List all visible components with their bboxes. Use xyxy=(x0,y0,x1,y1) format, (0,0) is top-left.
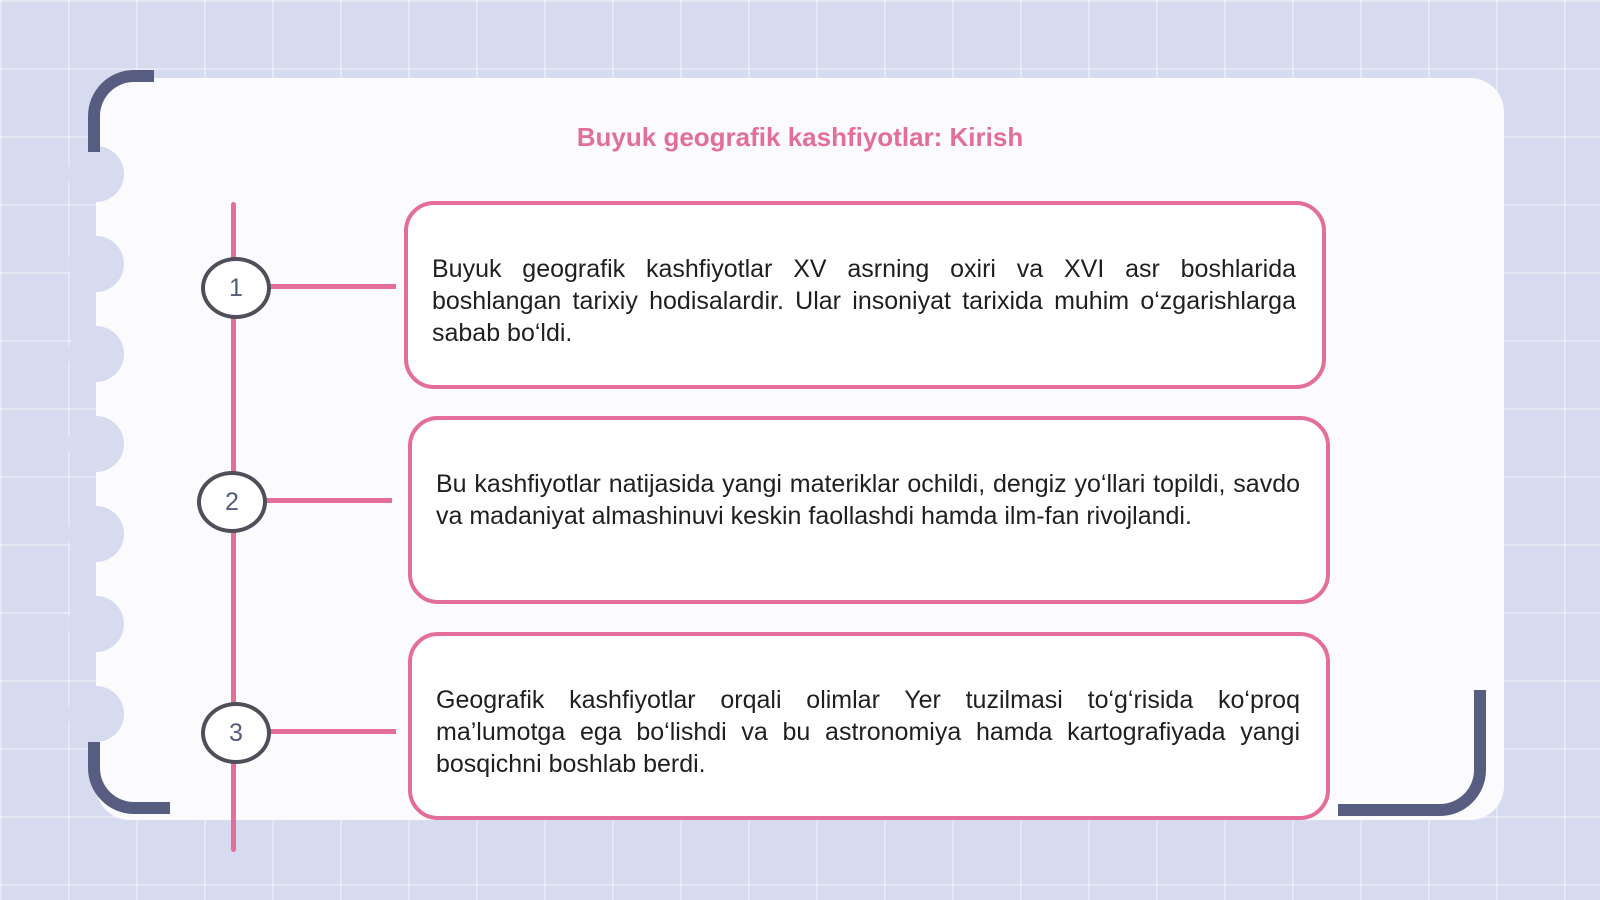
timeline-node-2: 2 xyxy=(197,471,267,533)
scallop-decoration xyxy=(68,416,124,472)
info-box-2 xyxy=(408,416,1330,604)
scallop-decoration xyxy=(68,236,124,292)
timeline-node-3: 3 xyxy=(201,702,271,764)
timeline-connector xyxy=(260,498,392,503)
info-text-2: Bu kashfiyotlar natijasida yangi materiklar ochildi, dengiz yo‘llari topildi, savdo va madaniyat almashinuvi keskin faollashdi hamda ilm-fan rivojlandi. xyxy=(436,470,1300,530)
timeline-connector xyxy=(264,284,396,289)
scallop-decoration xyxy=(68,146,124,202)
info-box-3 xyxy=(408,632,1330,820)
info-text-3: Geografik kashfiyotlar orqali olimlar Yer tuzilmasi to‘g‘risida ko‘proq ma’lumotga ega bo‘lishdi va bu astronomiya hamda kartografiyada yangi bosqichni boshlab berdi. xyxy=(436,686,1300,778)
timeline-connector xyxy=(264,729,396,734)
scallop-decoration xyxy=(68,506,124,562)
info-text-1: Buyuk geografik kashfiyotlar XV asrning oxiri va XVI asr boshlarida boshlangan tarixiy hodisalardir. Ular insoniyat tarixida muhim o‘zgarishlarga sabab bo‘ldi. xyxy=(432,255,1296,347)
scallop-decoration xyxy=(68,596,124,652)
timeline-node-1: 1 xyxy=(201,257,271,319)
info-box-1 xyxy=(404,201,1326,389)
scallop-decoration xyxy=(68,326,124,382)
corner-bracket-bottom-right xyxy=(1338,690,1486,816)
slide-title: Buyuk geografik kashfiyotlar: Kirish xyxy=(576,122,1024,152)
scallop-decoration xyxy=(68,686,124,742)
